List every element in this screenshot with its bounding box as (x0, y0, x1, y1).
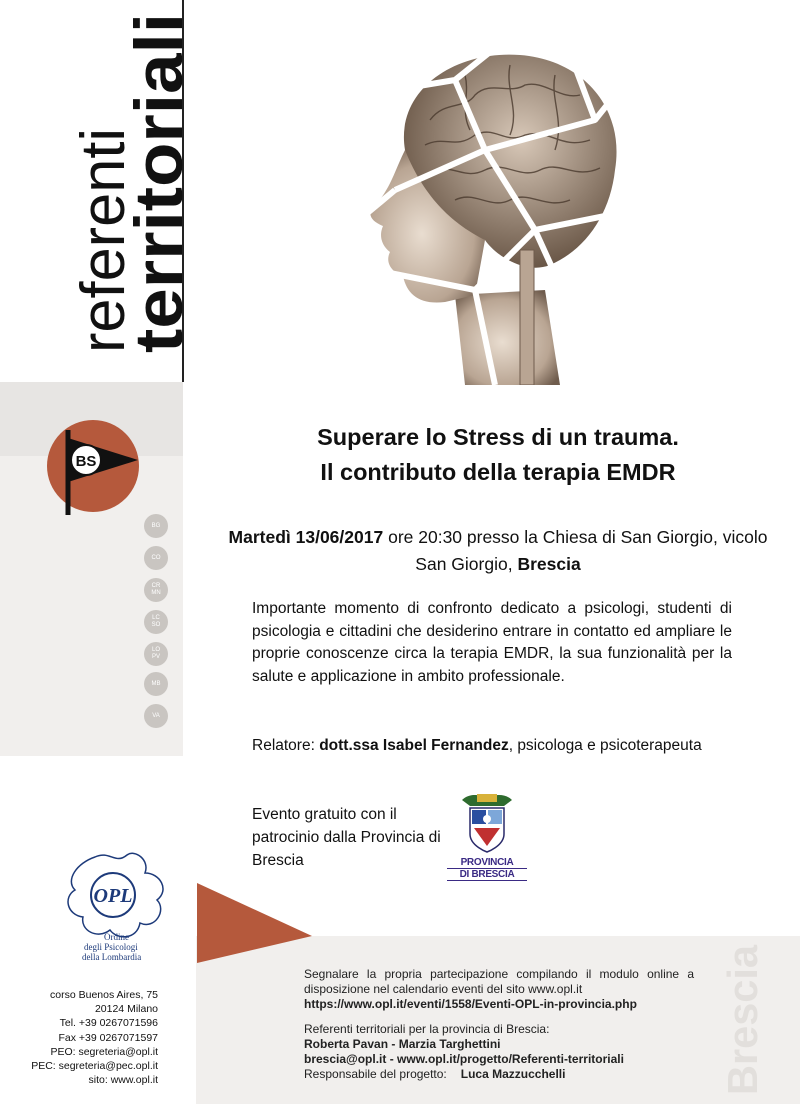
province-badge-label: BS (75, 453, 97, 470)
address-block (0, 988, 158, 1087)
vertical-title (72, 8, 190, 358)
provincia-label (447, 857, 527, 881)
opl-org-name (78, 932, 188, 962)
brain-illustration (335, 40, 635, 385)
event-title-line1: Superare lo Stress di un trauma. (317, 424, 679, 450)
event-city: Brescia (517, 554, 581, 574)
province-circle-cr-mn: CR MN (144, 578, 168, 602)
manager-name: Luca Mazzucchelli (460, 1067, 566, 1081)
event-description: Importante momento di confronto dedicato a psicologi, studenti di psicologia e cittadini che desiderino entrare in contatto ed ampliare le proprie conoscenze circa la terapia EMDR, la sua funzionalità per la salute e applicazione in ambito professionale. (252, 600, 732, 685)
opl-org-line1: Ordine (104, 932, 129, 942)
vertical-title-line2: territoriali (121, 35, 190, 353)
manager-row (304, 1067, 694, 1082)
speaker-role: , psicologa e psicoterapeuta (508, 737, 702, 754)
province-circle-va: VA (144, 704, 168, 728)
address-site: sito: www.opl.it (88, 1074, 158, 1087)
province-circle-lc-so: LC SO (144, 610, 168, 634)
address-pec: PEC: segreteria@pec.opl.it (31, 1060, 158, 1073)
vertical-title-line1: referenti (72, 125, 138, 353)
vertical-city (705, 940, 795, 1100)
address-city: 20124 Milano (94, 1003, 158, 1016)
provincia-label-line1: PROVINCIA (447, 857, 527, 869)
event-location: ore 20:30 presso la Chiesa di San Giorgio, vicolo San Giorgio, (383, 527, 768, 574)
referents-intro: Referenti territoriali per la provincia di Brescia: (304, 1022, 550, 1036)
signup-text: Segnalare la propria partecipazione compilando il modulo online a disposizione nel calendario eventi del sito www.opl.it (304, 967, 694, 996)
provincia-label-line2: DI BRESCIA (447, 869, 527, 881)
address-fax: Fax +39 0267071597 (58, 1031, 158, 1044)
speaker-label: Relatore: (252, 737, 320, 754)
address-peo: PEO: segreteria@opl.it (50, 1045, 158, 1058)
address-tel: Tel. +39 0267071596 (59, 1017, 158, 1030)
speaker (252, 734, 732, 757)
manager-label: Responsabile del progetto: (304, 1067, 447, 1081)
opl-org-line2: degli Psicologi (84, 942, 138, 952)
referents-names: Roberta Pavan - Marzia Targhettini (304, 1037, 501, 1051)
event-title-line2: Il contributo della terapia EMDR (320, 459, 676, 485)
province-circle-mb: MB (144, 672, 168, 696)
vertical-city-label: Brescia (719, 943, 766, 1095)
province-circle-co: CO (144, 546, 168, 570)
event-date: Martedì 13/06/2017 (228, 527, 384, 547)
province-circle-lo-pv: LO PV (144, 642, 168, 666)
opl-org-line3: della Lombardia (82, 952, 142, 962)
signup-url[interactable]: https://www.opl.it/eventi/1558/Eventi-OPL-in-provincia.php (304, 997, 637, 1011)
event-when (228, 524, 768, 578)
address-street: corso Buenos Aires, 75 (50, 989, 158, 1001)
flag-icon (56, 430, 146, 520)
speaker-name: dott.ssa Isabel Fernandez (319, 737, 509, 754)
footer-text (304, 967, 694, 1082)
patronage-text: Evento gratuito con il patrocinio dalla Provincia di Brescia (252, 806, 441, 869)
accent-triangle (197, 883, 312, 1104)
referents-contacts[interactable]: brescia@opl.it - www.opl.it/progetto/Referenti-territoriali (304, 1052, 624, 1066)
event-title (228, 420, 768, 490)
province-circle-bg: BG (144, 514, 168, 538)
opl-logo-word: OPL (93, 885, 133, 907)
